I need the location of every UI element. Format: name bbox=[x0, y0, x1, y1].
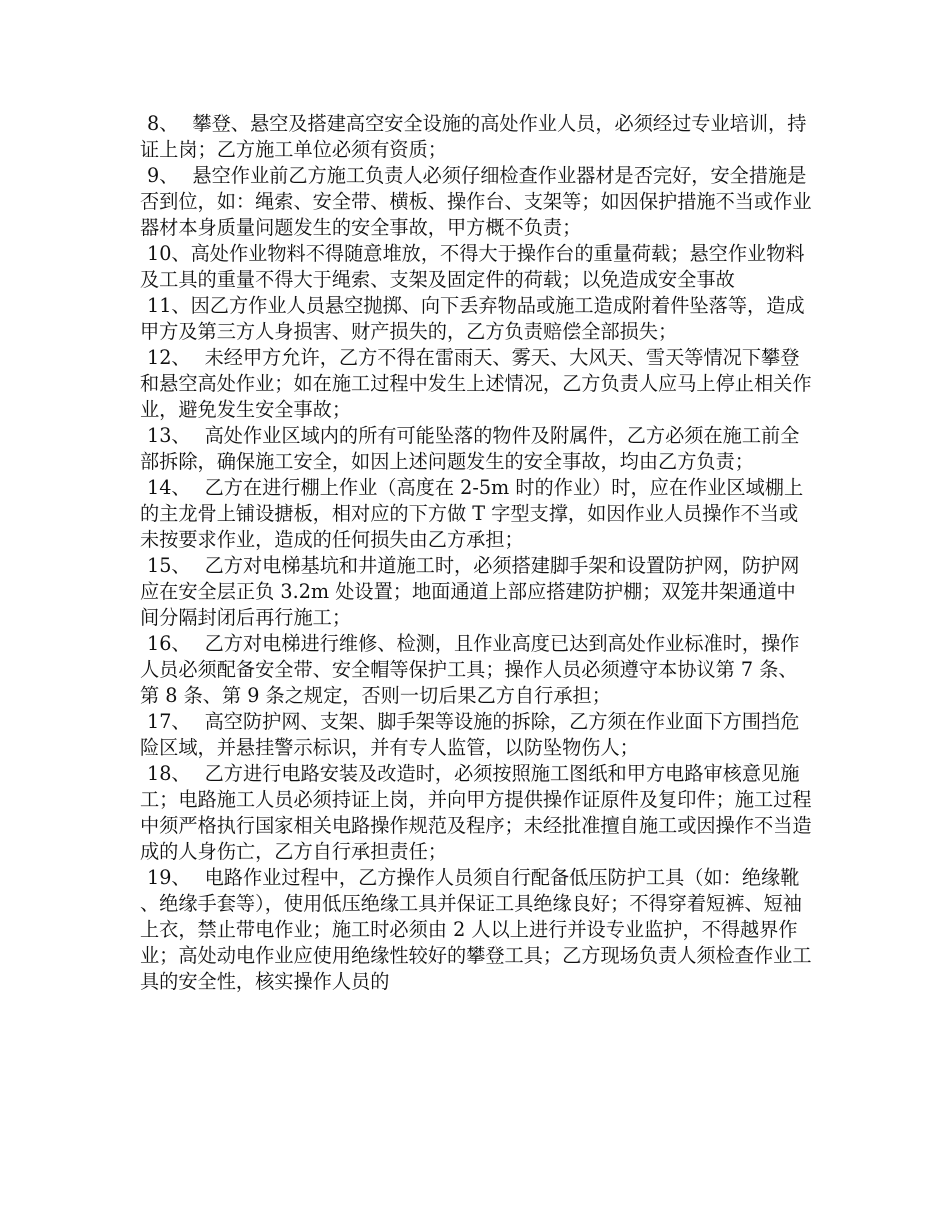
clause-12 bbox=[140, 345, 812, 423]
clause-number: 13 bbox=[147, 424, 172, 447]
clause-separator: 、 bbox=[159, 164, 179, 187]
clause-text: 高处作业区域内的所有可能坠落的物件及附属件，乙方必须在施工前全部拆除，确保施工安全，如因上述问题发生的安全事故，均由乙方负责； bbox=[140, 424, 800, 473]
clause-separator: 、 bbox=[171, 710, 191, 733]
clause-number: 15 bbox=[147, 554, 172, 577]
clause-separator: 、 bbox=[171, 346, 191, 369]
clause-number: 18 bbox=[147, 762, 172, 785]
clause-number: 17 bbox=[147, 710, 172, 733]
clause-separator: 、 bbox=[171, 294, 191, 317]
clause-number: 11 bbox=[147, 294, 172, 317]
clause-number: 8 bbox=[147, 112, 160, 135]
clause-text: 乙方在进行棚上作业（高度在 2-5m 时的作业）时，应在作业区域棚上的主龙骨上铺设搪板，相对应的下方做 T 字型支撑，如因作业人员操作不当或未按要求作业，造成的任何损失由乙方承担； bbox=[140, 476, 804, 551]
clause-separator: 、 bbox=[159, 112, 179, 135]
clause-separator: 、 bbox=[171, 476, 191, 499]
clause-18 bbox=[140, 761, 812, 865]
clause-text: 乙方进行电路安装及改造时，必须按照施工图纸和甲方电路审核意见施工；电路施工人员必须持证上岗，并向甲方提供操作证原件及复印件；施工过程中须严格执行国家相关电路操作规范及程序；未经批准擅自施工或因操作不当造成的人身伤亡，乙方自行承担责任； bbox=[140, 762, 812, 863]
clause-number: 19 bbox=[147, 866, 172, 889]
clause-separator: 、 bbox=[171, 632, 191, 655]
clause-9 bbox=[140, 163, 812, 241]
clause-text: 攀登、悬空及搭建高空安全设施的高处作业人员，必须经过专业培训，持证上岗；乙方施工单位必须有资质； bbox=[140, 112, 807, 161]
clause-separator: 、 bbox=[171, 762, 191, 785]
clause-separator: 、 bbox=[171, 424, 191, 447]
clause-text: 悬空作业前乙方施工负责人必须仔细检查作业器材是否完好，安全措施是否到位，如：绳索、安全带、横板、操作台、支架等；如因保护措施不当或作业器材本身质量问题发生的安全事故，甲方概不负责； bbox=[140, 164, 812, 239]
clause-text: 电路作业过程中，乙方操作人员须自行配备低压防护工具（如：绝缘靴、绝缘手套等），使用低压绝缘工具并保证工具绝缘良好；不得穿着短裤、短袖上衣，禁止带电作业；施工时必须由 2 人以上进行并设专业监护，不得越界作业；高处动电作业应使用绝缘性较好的攀登工具；乙方现场负责人须检查作业工具的安全性，核实操作人员的 bbox=[140, 866, 812, 993]
clause-19 bbox=[140, 865, 812, 995]
clause-11 bbox=[140, 293, 812, 345]
clause-number: 9 bbox=[147, 164, 160, 187]
clause-number: 16 bbox=[147, 632, 172, 655]
document-page bbox=[140, 111, 812, 995]
clause-separator: 、 bbox=[171, 554, 191, 577]
clause-number: 10 bbox=[147, 242, 172, 265]
clause-text: 因乙方作业人员悬空抛掷、向下丢弃物品或施工造成附着件坠落等，造成甲方及第三方人身损害、财产损失的，乙方负责赔偿全部损失； bbox=[140, 294, 805, 343]
clause-8 bbox=[140, 111, 812, 163]
clause-text: 乙方对电梯基坑和井道施工时，必须搭建脚手架和设置防护网，防护网应在安全层正负 3.2m 处设置；地面通道上部应搭建防护棚；双笼井架通道中间分隔封闭后再行施工； bbox=[140, 554, 800, 629]
clause-number: 14 bbox=[147, 476, 172, 499]
clause-text: 乙方对电梯进行维修、检测，且作业高度已达到高处作业标准时，操作人员必须配备安全带、安全帽等保护工具；操作人员必须遵守本协议第 7 条、第 8 条、第 9 条之规定，否则一切后果乙方自行承担； bbox=[140, 632, 800, 707]
clause-text: 高空防护网、支架、脚手架等设施的拆除，乙方须在作业面下方围挡危险区域，并悬挂警示标识，并有专人监管，以防坠物伤人； bbox=[140, 710, 800, 759]
clause-separator: 、 bbox=[171, 242, 191, 265]
clause-15 bbox=[140, 553, 812, 631]
clause-16 bbox=[140, 631, 812, 709]
clause-text: 高处作业物料不得随意堆放，不得大于操作台的重量荷载；悬空作业物料及工具的重量不得大于绳索、支架及固定件的荷载；以免造成安全事故 bbox=[140, 242, 805, 291]
clause-13 bbox=[140, 423, 812, 475]
clause-separator: 、 bbox=[171, 866, 191, 889]
clause-14 bbox=[140, 475, 812, 553]
clause-text: 未经甲方允许，乙方不得在雷雨天、雾天、大风天、雪天等情况下攀登和悬空高处作业；如在施工过程中发生上述情况，乙方负责人应马上停止相关作业，避免发生安全事故； bbox=[140, 346, 812, 421]
clause-10 bbox=[140, 241, 812, 293]
clause-number: 12 bbox=[147, 346, 172, 369]
clause-17 bbox=[140, 709, 812, 761]
